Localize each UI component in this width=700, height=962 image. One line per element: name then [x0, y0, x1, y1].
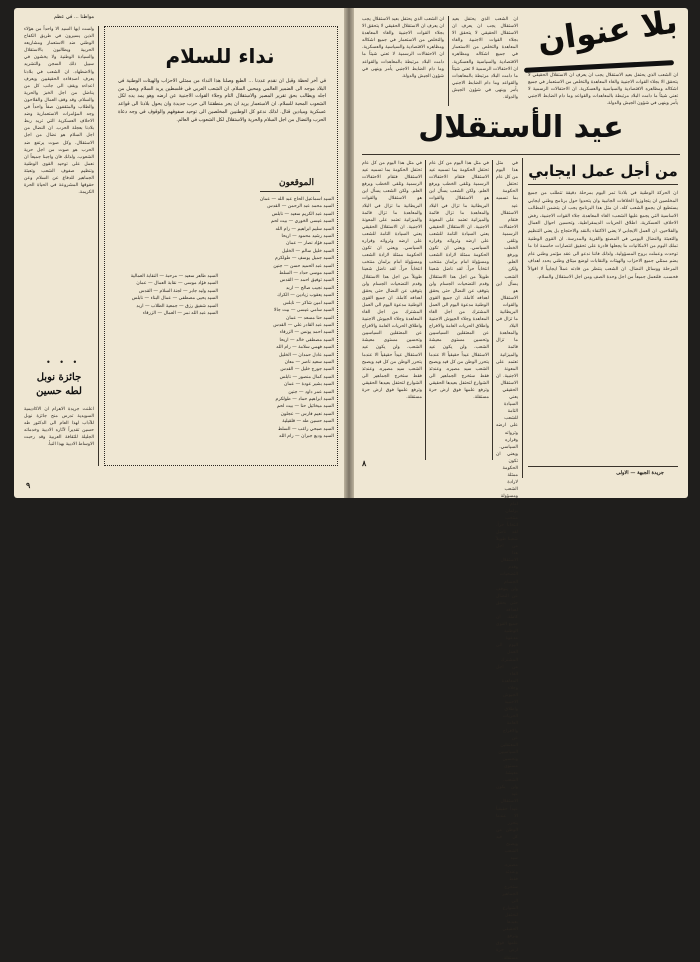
sub-headline-rule	[528, 184, 678, 185]
nobel-title-2: لطه حسين	[36, 386, 82, 397]
signatory-entry: السيد نعيم فارس — عجلون	[280, 411, 334, 417]
signatory-entry: السيد عبد الحميد حسن — جنين	[273, 263, 334, 269]
signatories-underline	[260, 191, 320, 192]
signatory-entry: السيد مصطفى خالد — اريحا	[279, 337, 334, 343]
signatory-entry: السيد محمد عبد الرحمن — القدس	[267, 204, 334, 210]
signatories-list-1	[224, 196, 334, 458]
signatory-entry: السيد توفيق احمد — القدس	[279, 278, 334, 284]
signatory-entry: السيد فؤاد نصار — عمان	[286, 241, 334, 247]
signatory-entry: السيد سامي عيسى — بيت جالا	[273, 308, 334, 314]
signatory-entry: السيد شفيق رزق — جمعية الطلاب — اربد	[136, 303, 218, 309]
signatory-entry: السيد بشير عودة — عمان	[283, 382, 334, 388]
signatory-entry: السيد عبد الكريم سعيد — نابلس	[271, 211, 334, 217]
signatory-entry: السيد عمر داود — جنين	[288, 389, 334, 395]
signatory-entry: السيد خليل سالم — الخليل	[282, 248, 334, 254]
signatory-entry: السيد حسين طه — قلقيلية	[282, 419, 334, 425]
signatory-entry: السيد حنا مسعد — عمان	[286, 315, 334, 321]
signatory-entry: السيد يحيى مصطفى — عمال البناء — نابلس	[131, 296, 218, 302]
footer-note: جريدة الجبهة — الاولى	[616, 470, 664, 476]
nobel-body: اعلنت جريدة الاهرام ان الاكاديمية السويدية تدرس منح جائزة نوبل للآداب لهذا العام الى الدكتور طه حسين تقديراً لآثاره الادبية وخدماته الجليلة للثقافة العربية وقد رحبت الاوساط الادبية بهذا النبأ.	[24, 407, 94, 448]
brand-logo: بلا عنوان	[535, 2, 680, 60]
separator-dots: • • •	[46, 358, 81, 367]
column-rule	[98, 26, 99, 466]
signatory-entry: السيد امين شاكر — نابلس	[283, 300, 334, 306]
sidebar-column: ولست ايها السيد الا واحداً من هؤلاء الذين يسيرون في طريق الكفاح الوطني ضد الاستعمار ومشاريعه الحربية ويطالبون بالاستقلال والسيادة الوطنية ولا يخشون في سبيل ذلك السجن والتشريد والاضطهاد. ان الشعب في بلادنا يعرف اصدقاءه الحقيقيين ويعرف اعداءه ويقف الى جانب كل من يناضل من اجل الخبز والحرية والسلام. وقد وقف العمال والفلاحون والطلاب والمثقفون صفاً واحداً في وجه المؤامرات الاستعمارية وضد الاحلاف العسكرية التي تريد ربط بلادنا بعجلة الحرب. ان النضال من اجل السلام هو نضال من اجل الاستقلال. وكل صوت يرتفع ضد الحرب هو صوت من اجل حرية الشعوب. ولذلك فان واجبنا جميعاً ان نعمل على توحيد القوى الوطنية وتنظيم صفوف الشعب وتعبئة الجماهير للدفاع عن السلام وعن حقوقها المشروعة في الحياة الحرة الكريمة.	[24, 27, 94, 196]
signatory-entry: السيد عبد القادر علي — القدس	[273, 322, 334, 328]
signatory-entry: السيد عبد الله نمر — العمال — الزرقاء	[142, 311, 218, 317]
signatory-entry: السيد ابراهيم حماد — طولكرم	[275, 396, 334, 402]
main-headline: عيد الأستقلال	[418, 110, 624, 145]
left-page	[14, 8, 344, 498]
sub-article-body: ان الحركة الوطنية في بلادنا تمر اليوم بمرحلة دقيقة تتطلب من جميع المخلصين ان يتجاوزوا الخلافات الجانبية وان يتحدوا حول برنامج وطني ايجابي يستطيع ان يجمع الشعب كله. ان مثل هذا البرنامج يجب ان يتضمن المطالب الاساسية التي يجمع عليها الشعب: الغاء المعاهدة، جلاء القوات الاجنبية، رفض الاحلاف العسكرية، اطلاق الحريات الديمقراطية، وتحسين احوال العمال والفلاحين. ان العمل الايجابي لا يعني الاكتفاء بالنقد والاحتجاج بل يعني التنظيم والتعبئة والنضال اليومي في المصنع والقرية والمدرسة. ان القوى الوطنية تملك اليوم من الامكانيات ما يجعلها قادرة على تحقيق انتصارات حاسمة اذا ما توحدت وعملت بروح المسؤولية. ولذلك فاننا ندعو الى عقد مؤتمر وطني عام يضم ممثلي جميع الاحزاب والهيئات والنقابات لوضع ميثاق وطني يحدد اهداف المرحلة ووسائل النضال. ان الشعب ينتظر من قادته عملاً ايجابياً لا اقوالاً فحسب. فلنعمل جميعاً من اجل وحدة الصف ومن اجل الاستقلال والسلام.	[528, 191, 678, 280]
top-column-3: ان الشعب الذي يحتفل بعيد الاستقلال يجب ان يعرف ان الاستقلال الحقيقي لا يتحقق الا بجلاء القوات الاجنبية والغاء المعاهدة والتخلص من الاستعمار في جميع اشكاله ومظاهره الاقتصادية والسياسية والعسكرية. ان الاحتفالات الرسمية لا تعني شيئاً ما دامت البلاد مرتبطة بالمعاهدات والقواعد وما دام الضابط الاجنبي يأمر وينهى في شؤون الجيش والدولة.	[528, 73, 678, 107]
headline-rule	[362, 154, 680, 155]
signatory-entry: السيد كمال منصور — نابلس	[279, 374, 334, 380]
page-number-left: ٩	[26, 480, 31, 490]
signatory-entry: السيد طاهر سعيد — مرحبة — النقابة العمالية	[130, 274, 218, 279]
signatory-entry: السيد وليد جابر — لجنة السلام — القدس	[138, 288, 218, 294]
signatory-entry: السيد جميل يوسف — طولكرم	[275, 256, 334, 262]
signatory-entry: السيد ميخائيل حنا — بيت لحم	[276, 404, 334, 410]
signatory-entry: السيد عادل حمدان — الخليل	[278, 352, 334, 358]
article-column-1: في مثل هذا اليوم من كل عام تحتفل الحكومة بما تسميه عيد الاستقلال فتقام الاحتفالات الرسمية وتلقى الخطب ويرفع العلم. ولكن الشعب يسأل اين هو الاستقلال والقوات البريطانية ما تزال في البلاد والمعاهدة ما تزال قائمة والميزانية تعتمد على المعونة الاجنبية. ان الاستقلال الحقيقي يعني السيادة التامة للشعب على ارضه وثرواته وقراره السياسي. ويعني ان تكون الحكومة ممثلة لارادة الشعب ومسؤولة امام برلمان منتخب انتخاباً حراً. لقد ناضل شعبنا طويلاً من اجل هذا الاستقلال وقدم التضحيات الجسام ولن يتوقف عن النضال حتى يحقق اهدافه كاملة. ان جميع القوى الوطنية مدعوة اليوم الى العمل المشترك من اجل الغاء المعاهدة وجلاء الجيوش الاجنبية واطلاق الحريات العامة والافراج عن المعتقلين السياسيين وتحسين مستوى معيشة الشعب. ولن يكون عيد الاستقلال عيداً حقيقياً الا عندما يتحرر الوطن من كل قيد ويصبح الشعب سيد مصيره. وعندئذ فقط ستخرج الجماهير الى الشوارع لتحتفل بعيدها الحقيقي وترفع علمها فوق ارض حرة مستقلة.	[362, 161, 422, 401]
page-number-right: ٨	[362, 458, 367, 468]
brand-underline	[524, 60, 674, 73]
top-column-2: ان الشعب الذي يحتفل بعيد الاستقلال يجب ان يعرف ان الاستقلال الحقيقي لا يتحقق الا بجلاء القوات الاجنبية والغاء المعاهدة والتخلص من الاستعمار في جميع اشكاله ومظاهره الاقتصادية والسياسية والعسكرية. ان الاحتفالات الرسمية لا تعني شيئاً ما دامت البلاد مرتبطة بالمعاهدات والقواعد وما دام الضابط الاجنبي يأمر وينهى في شؤون الجيش والدولة.	[452, 17, 518, 101]
top-rule-1	[448, 16, 449, 106]
signatory-entry: السيد جورج خليل — القدس	[280, 367, 334, 373]
signatory-entry: السيد موسى حداد — السلط	[279, 271, 334, 277]
signatory-entry: السيد صبحي راغب — السلط	[277, 426, 334, 432]
signatory-entry: السيد سليم ابراهيم — رام الله	[275, 226, 334, 232]
signatory-entry: السيد احمد يونس — الزرقاء	[279, 330, 334, 336]
signatory-entry: السيد سعيد ناصر — معان	[284, 359, 334, 365]
article-column-3: في مثل هذا اليوم من كل عام تحتفل الحكومة بما تسميه عيد الاستقلال فتقام الاحتفالات الرسمية وتلقى الخطب ويرفع العلم. ولكن الشعب يسأل اين هو الاستقلال والقوات البريطانية ما تزال في البلاد والمعاهدة ما تزال قائمة والميزانية تعتمد على المعونة الاجنبية. ان الاستقلال الحقيقي يعني السيادة التامة للشعب على ارضه وثرواته وقراره السياسي. ويعني ان تكون الحكومة ممثلة لارادة الشعب ومسؤولة امام برلمان منتخب انتخاباً حراً. لقد ناضل شعبنا طويلاً من اجل هذا الاستقلال وقدم التضحيات الجسام ولن يتوقف عن النضال حتى يحقق اهدافه كاملة. ان جميع القوى الوطنية مدعوة اليوم الى العمل المشترك من اجل الغاء المعاهدة وجلاء الجيوش الاجنبية واطلاق الحريات العامة والافراج عن المعتقلين السياسيين وتحسين مستوى معيشة الشعب. ولن يكون عيد الاستقلال عيداً حقيقياً الا عندما يتحرر الوطن من كل قيد ويصبح الشعب سيد مصيره. وعندئذ فقط ستخرج الجماهير الى الشوارع لتحتفل بعيدها الحقيقي وترفع علمها فوق ارض حرة مستقلة.	[496, 161, 518, 961]
sub-headline: من أجل عمل ايجابي	[528, 162, 678, 180]
article-column-2: في مثل هذا اليوم من كل عام تحتفل الحكومة بما تسميه عيد الاستقلال فتقام الاحتفالات الرسمية وتلقى الخطب ويرفع العلم. ولكن الشعب يسأل اين هو الاستقلال والقوات البريطانية ما تزال في البلاد والمعاهدة ما تزال قائمة والميزانية تعتمد على المعونة الاجنبية. ان الاستقلال الحقيقي يعني السيادة التامة للشعب على ارضه وثرواته وقراره السياسي. ويعني ان تكون الحكومة ممثلة لارادة الشعب ومسؤولة امام برلمان منتخب انتخاباً حراً. لقد ناضل شعبنا طويلاً من اجل هذا الاستقلال وقدم التضحيات الجسام ولن يتوقف عن النضال حتى يحقق اهدافه كاملة. ان جميع القوى الوطنية مدعوة اليوم الى العمل المشترك من اجل الغاء المعاهدة وجلاء الجيوش الاجنبية واطلاق الحريات العامة والافراج عن المعتقلين السياسيين وتحسين مستوى معيشة الشعب. ولن يكون عيد الاستقلال عيداً حقيقياً الا عندما يتحرر الوطن من كل قيد ويصبح الشعب سيد مصيره. وعندئذ فقط ستخرج الجماهير الى الشوارع لتحتفل بعيدها الحقيقي وترفع علمها فوق ارض حرة مستقلة.	[429, 161, 489, 401]
signatory-entry: السيد يعقوب زيادين — الكرك	[277, 293, 334, 299]
spine-fold	[344, 8, 354, 498]
signatories-list-2	[114, 273, 218, 323]
signatory-entry: السيد فهمي سلامة — رام الله	[276, 345, 334, 351]
top-column-1: ان الشعب الذي يحتفل بعيد الاستقلال يجب ان يعرف ان الاستقلال الحقيقي لا يتحقق الا بجلاء القوات الاجنبية والغاء المعاهدة والتخلص من الاستعمار في جميع اشكاله ومظاهره الاقتصادية والسياسية والعسكرية. ان الاحتفالات الرسمية لا تعني شيئاً ما دامت البلاد مرتبطة بالمعاهدات والقواعد وما دام الضابط الاجنبي يأمر وينهى في شؤون الجيش والدولة.	[362, 17, 444, 79]
nobel-title-1: جائزة نوبل	[36, 372, 82, 383]
appeal-title: نداء للسلام	[165, 44, 275, 68]
appeal-body: في أخر لحظة وقبل ان نقدم عددنا ... الطبع وصلنا هذا النداء من ممثلي الاحزاب والهيئات الوطنية في البلاد موجه الى الضمير العالمي ومحبي السلام. ان الشعب العربي في فلسطين يريد السلام ويعمل من اجله ويطالب بحق تقرير المصير والاستقلال التام وجلاء القوات الاجنبية عن ارضه وهو يمد يده لكل الشعوب المحبة للسلام. ان الاستعمار يريد ان يجر منطقتنا الى حرب جديدة وان يحول بلادنا الى قواعد عسكرية وميادين قتال. لذلك ندعو كل الوطنيين المخلصين الى توحيد صفوفهم والوقوف في وجه دعاة الحرب والنضال من اجل السلام والحرية والاستقلال لكل الشعوب في العالم.	[118, 79, 326, 123]
right-page	[354, 2, 688, 961]
top-note: مواطنا ... في عظم	[53, 14, 94, 20]
footer-rule	[528, 466, 678, 467]
signatory-entry: السيد وديع جبران — رام الله	[279, 434, 334, 439]
signatories-heading: الموقعون	[279, 178, 314, 188]
article-rule-3	[522, 158, 523, 478]
signatory-entry: السيد فؤاد موسى — نقابة العمال — عمان	[136, 281, 218, 287]
signatory-entry: السيد رشيد محمود — اريحا	[281, 234, 334, 240]
signatory-entry: السيد نجيب صالح — اربد	[286, 285, 334, 291]
signatory-entry: السيد عيسى الخوري — بيت لحم	[271, 219, 334, 225]
article-rule-1	[425, 160, 426, 460]
article-rule-2	[492, 160, 493, 460]
signatory-entry: السيد اسماعيل الحاج عبد الله — عمان	[259, 197, 334, 202]
